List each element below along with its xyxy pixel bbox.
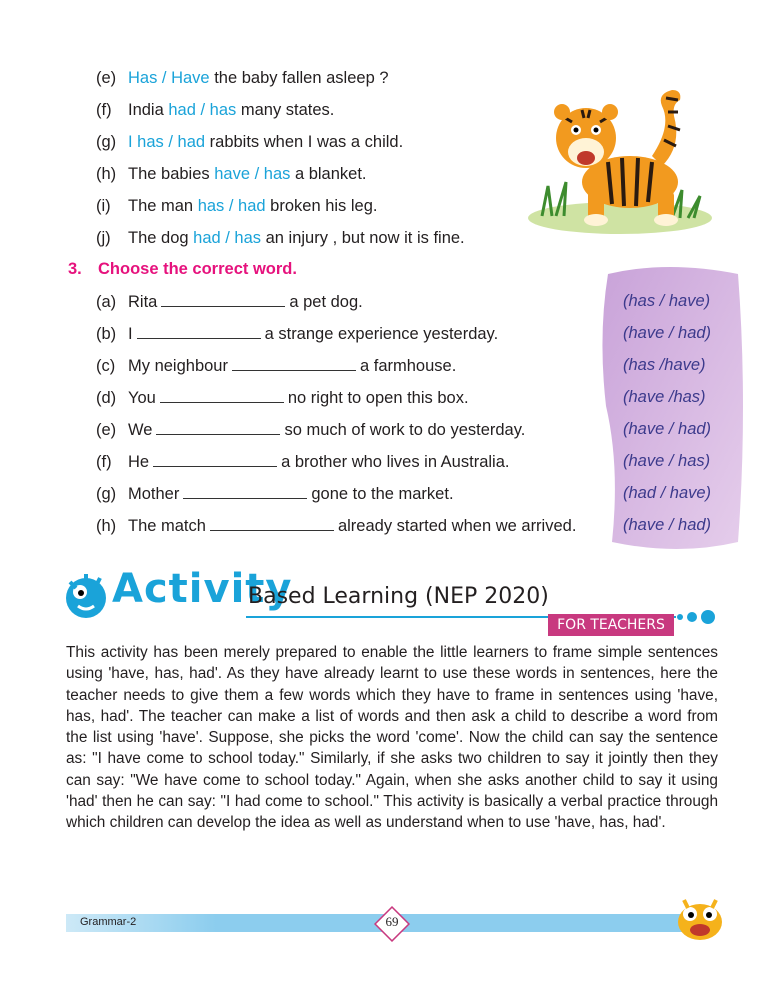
item-options: had / has [193, 229, 262, 247]
activity-dots-decoration [674, 607, 720, 627]
answer-blank[interactable] [232, 356, 356, 371]
item-options: Has / Have [128, 69, 210, 87]
exercise-item [96, 484, 454, 504]
item-options: had / has [168, 101, 237, 119]
exercise-item [96, 420, 525, 440]
item-hint: (have / has) [623, 452, 711, 470]
item-pre: The dog [128, 229, 194, 247]
exercise-title: Choose the correct word. [98, 260, 297, 278]
item-label: (e) [96, 69, 117, 87]
exercise-item [96, 452, 509, 472]
item-post: a pet dog. [289, 293, 363, 311]
item-pre: I [128, 325, 133, 343]
monster-mascot-icon [672, 892, 728, 944]
item-pre: We [128, 421, 153, 439]
answer-blank[interactable] [153, 452, 277, 467]
activity-paragraph: This activity has been merely prepared to enable the little learners to frame simple sentences using 'have, has, had'. As they have already learnt to use these words in sentences, here the teacher needs to give them a few words which they have to frame in sentences using 'have, has, had'. The teacher can make a list of words and then ask a child to describe a word from the list using 'have'. Suppose, she picks the word 'come'. Now the child can say the sentence as: "I have come to school today." Similarly, if she asks two children to say it jointly then they can say: "We have come to school today." Again, when she asks another child to say it using 'had' then he can say: "I had come to school." This activity is basically a verbal practice through which children can develop the idea as well as understand when to use 'have, has, had'. [66, 644, 718, 832]
item-label: (a) [96, 293, 117, 311]
item-pre: Rita [128, 293, 158, 311]
item-label: (g) [96, 485, 117, 503]
exercise-3-heading [68, 260, 297, 279]
answer-blank[interactable] [161, 292, 285, 307]
book-title: Grammar-2 [80, 916, 137, 928]
item-hint: (have / had) [623, 324, 712, 342]
item-label: (g) [96, 133, 117, 151]
tiger-illustration [522, 86, 718, 236]
item-label: (b) [96, 325, 117, 343]
item-post: rabbits when I was a child. [205, 133, 404, 151]
exercise-item [96, 196, 378, 216]
answer-blank[interactable] [156, 420, 280, 435]
item-post: a strange experience yesterday. [264, 325, 499, 343]
answer-blank[interactable] [137, 324, 261, 339]
answer-blank[interactable] [160, 388, 284, 403]
item-pre: My neighbour [128, 357, 228, 375]
item-pre: The babies [128, 165, 215, 183]
item-pre: Mother [128, 485, 180, 503]
item-post: a brother who lives in Australia. [281, 453, 510, 471]
item-hint: (have / had) [623, 516, 712, 534]
for-teachers-badge: FOR TEACHERS [548, 614, 674, 636]
item-hint: (has /have) [623, 356, 706, 374]
item-label: (j) [96, 229, 111, 247]
exercise-item [96, 516, 576, 536]
item-label: (f) [96, 101, 112, 119]
exercise-item [96, 228, 465, 248]
item-post: a blanket. [290, 165, 367, 183]
item-hint: (have / had) [623, 420, 712, 438]
exercise-item [96, 132, 403, 152]
item-post: already started when we arrived. [337, 517, 577, 535]
item-pre: You [128, 389, 156, 407]
exercise-number: 3. [68, 260, 82, 278]
answer-blank[interactable] [210, 516, 334, 531]
activity-subtitle: Based Learning (NEP 2020) [248, 584, 549, 609]
item-label: (i) [96, 197, 111, 215]
item-pre: India [128, 101, 169, 119]
exercise-item [96, 164, 367, 184]
item-pre: The man [128, 197, 198, 215]
answer-blank[interactable] [183, 484, 307, 499]
item-label: (d) [96, 389, 117, 407]
exercise-item [96, 68, 389, 88]
exercise-item [96, 388, 469, 408]
item-hint: (have /has) [623, 388, 706, 406]
item-post: gone to the market. [311, 485, 454, 503]
item-label: (h) [96, 165, 117, 183]
item-label: (f) [96, 453, 112, 471]
item-post: broken his leg. [265, 197, 378, 215]
activity-mascot-icon [60, 570, 112, 622]
item-post: a farmhouse. [359, 357, 457, 375]
item-post: the baby fallen asleep ? [209, 69, 389, 87]
item-label: (c) [96, 357, 116, 375]
item-label: (h) [96, 517, 117, 535]
activity-title: Activity [112, 566, 293, 612]
exercise-item [96, 324, 498, 344]
item-post: no right to open this box. [287, 389, 469, 407]
item-options: has / had [197, 197, 266, 215]
item-label: (e) [96, 421, 117, 439]
exercise-item [96, 356, 456, 376]
item-post: an injury , but now it is fine. [261, 229, 465, 247]
item-options: have / has [214, 165, 291, 183]
item-hint: (had / have) [623, 484, 712, 502]
page-number: 69 [385, 914, 399, 929]
item-pre: The match [128, 517, 206, 535]
item-pre: He [128, 453, 150, 471]
item-options: I has / had [128, 133, 206, 151]
item-hint: (has / have) [623, 292, 711, 310]
exercise-item [96, 292, 363, 312]
item-post: so much of work to do yesterday. [284, 421, 526, 439]
item-post: many states. [236, 101, 335, 119]
exercise-item [96, 100, 334, 120]
